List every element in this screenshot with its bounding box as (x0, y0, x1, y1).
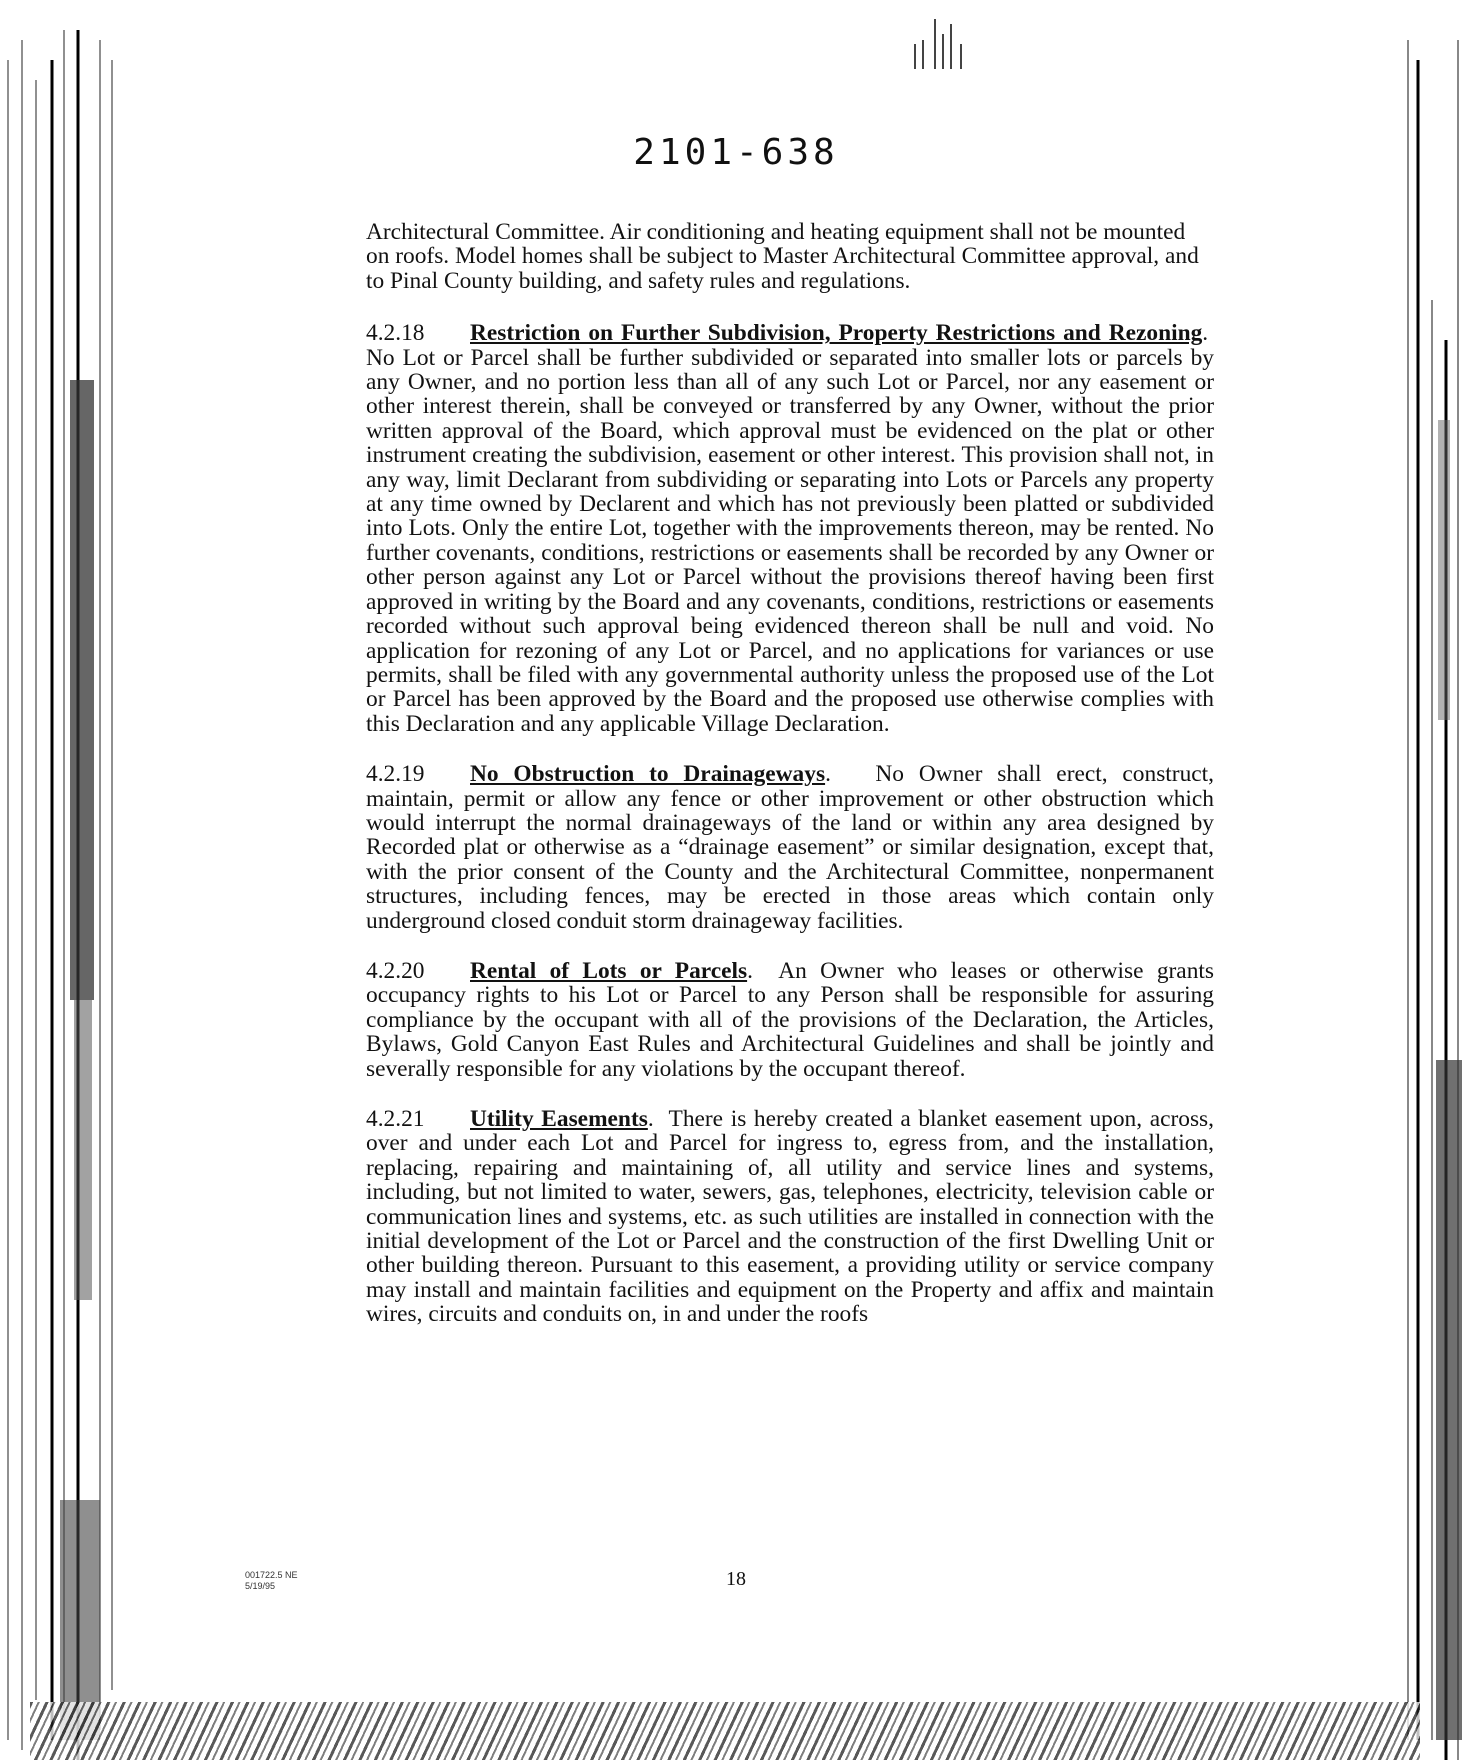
section-number: 4.2.19 (366, 761, 425, 788)
section-4-2-19 (366, 762, 1214, 933)
scan-top-mark (905, 14, 975, 74)
section-number: 4.2.21 (366, 1106, 425, 1132)
section-number: 4.2.20 (366, 957, 425, 984)
section-title-period: . (647, 1106, 669, 1132)
section-title-period: . (1202, 320, 1214, 347)
section-title: Utility Easements (470, 1106, 648, 1132)
section-text: No Lot or Parcel shall be further subdivided or separated into smaller lots or parcels by any Owner, and no portion less than all of any such Lot or Parcel, nor any easement or other interest therein, shall be conveyed or transferred by any Owner, without the prior written approval of the Board, which approval must be evidenced on the plat or other instrument creating the subdivision, easement or other interest. This provision shall not, in any way, limit Declarant from subdividing or separating into Lots or Parcels any property at any time owned by Declarent and which has not previously been platted or subdivided into Lots. Only the entire Lot, together with the improvements thereon, may be rented. No further covenants, conditions, restrictions or easements shall be recorded by any Owner or other person against any Lot or Parcel without the provisions thereof having been first approved in writing by the Board and any covenants, conditions, restrictions or easements recorded without such approval being evidenced thereon shall be null and void. No application for rezoning of any Lot or Parcel, and no applications for variances or use permits, shall be filed with any governmental authority unless the proposed use of the Lot or Parcel has been approved by the Board and the proposed use otherwise complies with this Declaration and any applicable Village Declaration. (366, 344, 1214, 737)
section-number: 4.2.18 (366, 320, 425, 347)
section-4-2-21 (366, 1107, 1214, 1327)
footer-code-line-2: 5/19/95 (245, 1581, 276, 1591)
section-title-period: . (825, 761, 876, 788)
section-4-2-20 (366, 959, 1214, 1081)
section-title: Rental of Lots or Parcels (470, 957, 748, 984)
scan-left-edge-artifact (0, 0, 120, 1760)
document-body (366, 220, 1214, 1353)
intro-paragraph: Architectural Committee. Air conditioning and heating equipment shall not be mounted on roofs. Model homes shall be subject to Master Architectural Committee approval, and to Pinal County building, and safety rules and regulations. (366, 219, 1199, 294)
page-number: 18 (726, 1568, 746, 1590)
scan-right-edge-artifact (1402, 0, 1472, 1760)
section-4-2-18 (366, 321, 1214, 736)
scan-bottom-edge-artifact (30, 1702, 1420, 1760)
section-title: Restriction on Further Subdivision, Property Restrictions and Rezoning (470, 320, 1203, 347)
section-title-period: . (747, 957, 779, 984)
section-text: No Owner shall erect, construct, maintain, permit or allow any fence or other improvement or other obstruction which would interrupt the normal drainageways of the land or within any area designed by Recorded plat or otherwise as a “drainage easement” or similar designation, except that, with the prior consent of the County and the Architectural Committee, nonpermanent structures, including fences, may be erected in those areas which contain only underground closed conduit storm drainageway facilities. (366, 761, 1215, 934)
section-text: There is hereby created a blanket easement upon, across, over and under each Lot and Parcel for ingress to, egress from, and the installation, replacing, repairing and maintaining of, all utility and service lines and systems, including, but not limited to water, sewers, gas, telephones, electricity, television cable or communication lines and systems, etc. as such utilities are installed in connection with the initial development of the Lot or Parcel and the construction of the first Dwelling Unit or other building thereon. Pursuant to this easement, a providing utility or service company may install and maintain facilities and equipment on the Property and affix and maintain wires, circuits and conduits on, in and under the roofs (366, 1106, 1215, 1328)
document-number: 2101-638 (633, 132, 839, 173)
section-text: An Owner who leases or otherwise grants occupancy rights to his Lot or Parcel to any Person shall be responsible for assuring compliance by the occupant with all of the provisions of the Declaration, the Articles, Bylaws, Gold Canyon East Rules and Architectural Guidelines and shall be jointly and severally responsible for any violations by the occupant thereof. (366, 957, 1214, 1082)
footer-code-line-1: 001722.5 NE (245, 1570, 298, 1580)
section-title: No Obstruction to Drainageways (470, 761, 826, 788)
